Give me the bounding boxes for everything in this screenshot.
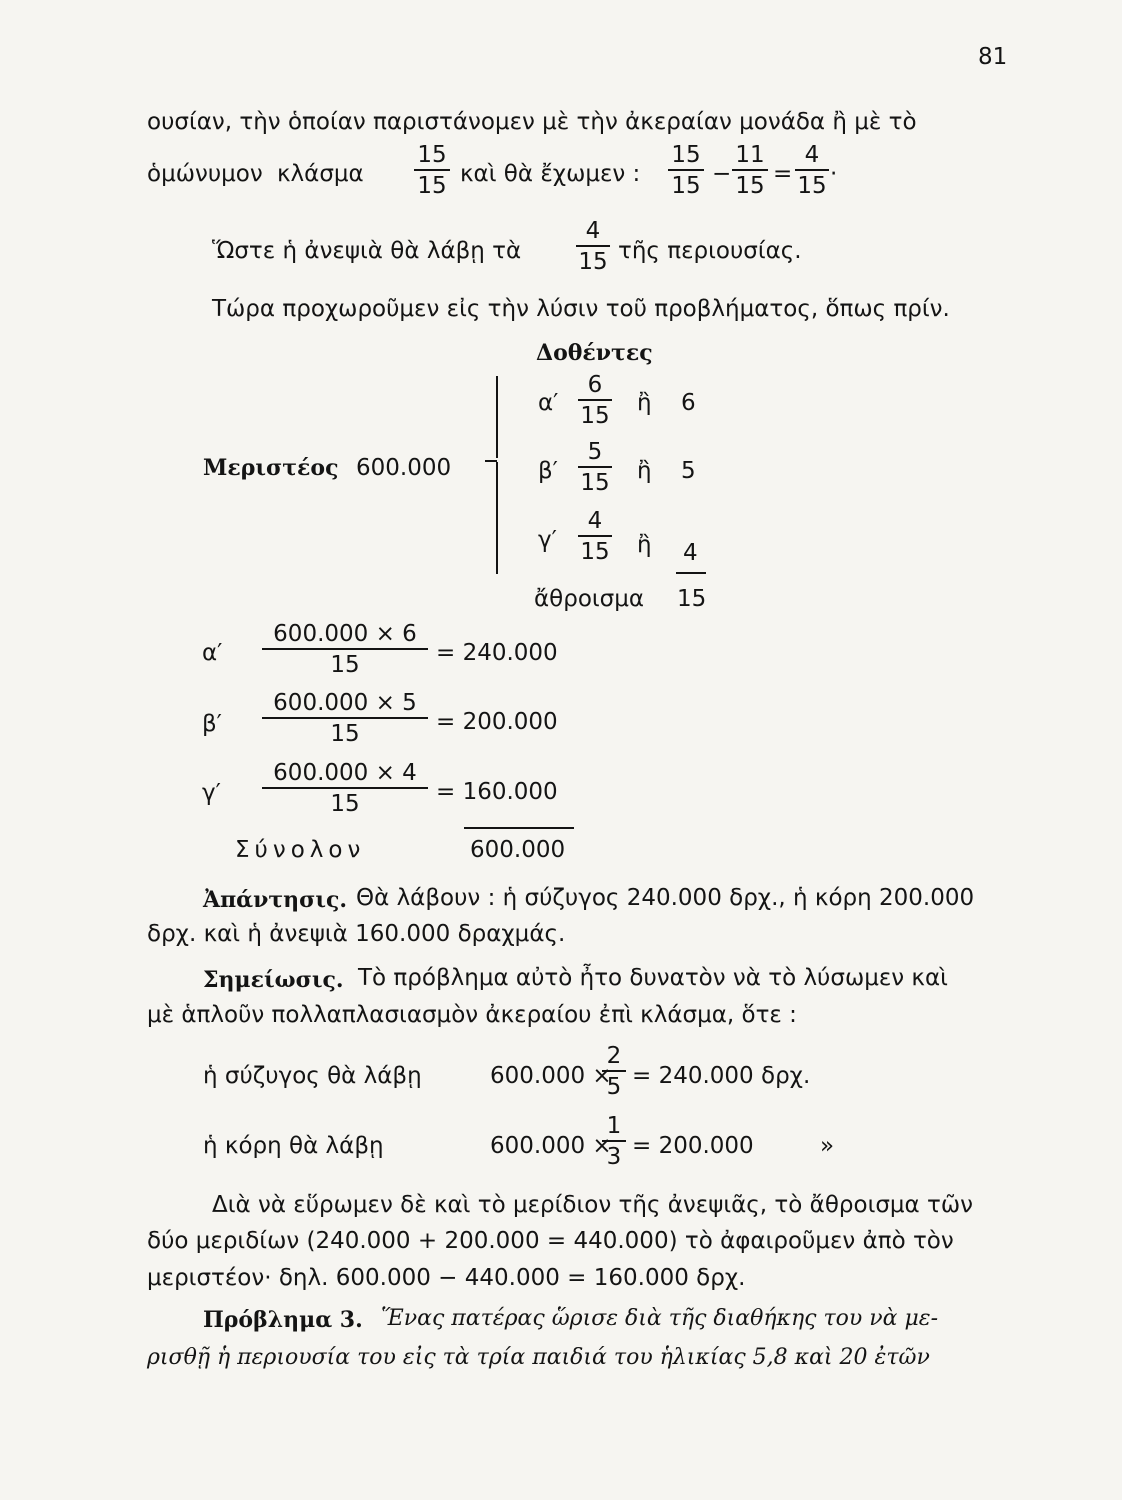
answer-heading: Ἀπάντησις. — [203, 887, 348, 913]
intro-line-2-mid: καὶ θὰ ἔχωμεν : — [460, 161, 641, 187]
calc-fraction: 600.000 × 4 15 — [262, 760, 428, 817]
calc-result: = 200.000 — [436, 709, 558, 735]
calc-fraction: 600.000 × 5 15 — [262, 690, 428, 747]
wife-label: ἡ σύζυγος θὰ λάβῃ — [203, 1063, 422, 1089]
eq-minus: − — [712, 161, 732, 187]
brace-upper — [496, 376, 498, 458]
calc-result: = 240.000 — [436, 640, 558, 666]
wife-result: = 240.000 δρχ. — [632, 1063, 811, 1089]
wife-fraction: 2 5 — [602, 1043, 626, 1100]
sum-label: ἄθροισμα — [534, 586, 645, 612]
given-row-fraction: 5 15 — [578, 439, 612, 496]
daughter-label: ἡ κόρη θὰ λάβῃ — [203, 1133, 384, 1159]
given-row-letter: β′ — [538, 458, 558, 484]
sum-value: 15 — [677, 586, 707, 612]
intro-line-2-text: ὁμώνυμον κλάσμα — [147, 161, 364, 187]
daughter-fraction: 1 3 — [602, 1113, 626, 1170]
note-line-2: μὲ ἁπλοῦν πολλαπλασιασμὸν ἀκεραίου ἐπὶ κλάσμα, ὅτε : — [147, 1002, 797, 1028]
intro-line-3b: τῆς περιουσίας. — [618, 238, 802, 264]
daughter-amount: 600.000 × — [490, 1133, 612, 1159]
ditto-mark: » — [820, 1133, 835, 1159]
dividend-label: Μεριστέος — [203, 455, 339, 481]
given-row-fraction: 6 15 — [578, 372, 612, 429]
problem-line-1: Ἕνας πατέρας ὥρισε διὰ τῆς διαθήκης του νὰ με- — [381, 1306, 939, 1331]
total-rule — [464, 827, 574, 829]
niece-line-3: μεριστέον· δηλ. 600.000 − 440.000 = 160.000 δρχ. — [147, 1265, 746, 1291]
calc-fraction: 600.000 × 6 15 — [262, 621, 428, 678]
eq-fraction-2: 11 15 — [732, 142, 768, 199]
given-row-value: 5 — [681, 458, 696, 484]
given-row-or: ἢ — [637, 458, 652, 484]
total-label: Σύνολον — [235, 837, 366, 863]
given-row-value: 6 — [681, 390, 696, 416]
eq-end-dot: · — [830, 161, 838, 187]
given-row-or: ἢ — [637, 532, 652, 558]
total-value: 600.000 — [470, 837, 566, 863]
eq-fraction-3: 4 15 — [795, 142, 829, 199]
page-number: 81 — [978, 44, 1008, 70]
intro-line-3a: Ὥστε ἡ ἀνεψιὰ θὰ λάβῃ τὰ — [212, 238, 522, 264]
answer-line-2: δρχ. καὶ ἡ ἀνεψιὰ 160.000 δραχμάς. — [147, 921, 566, 947]
problem-line-2: ρισθῇ ἡ περιουσία του εἰς τὰ τρία παιδιά του ἡλικίας 5,8 καὶ 20 ἐτῶν — [147, 1345, 930, 1370]
given-heading: Δοθέντες — [536, 340, 653, 366]
calc-letter: β′ — [202, 711, 222, 737]
brace-lower — [496, 462, 498, 574]
fraction-15-15: 15 15 — [414, 142, 450, 199]
niece-line-2: δύο μεριδίων (240.000 + 200.000 = 440.000) τὸ ἀφαιροῦμεν ἀπὸ τὸν — [147, 1228, 954, 1254]
niece-line-1: Διὰ νὰ εὕρωμεν δὲ καὶ τὸ μερίδιον τῆς ἀνεψιᾶς, τὸ ἄθροισμα τῶν — [212, 1192, 973, 1218]
calc-letter: γ′ — [202, 780, 221, 806]
dividend-amount: 600.000 — [356, 455, 452, 481]
calc-letter: α′ — [202, 640, 223, 666]
given-row-value: 4 — [683, 540, 698, 566]
eq-equals: = — [773, 161, 793, 187]
eq-fraction-1: 15 15 — [668, 142, 704, 199]
note-line-1: Τὸ πρόβλημα αὐτὸ ἦτο δυνατὸν νὰ τὸ λύσωμεν καὶ — [358, 965, 948, 991]
daughter-result: = 200.000 — [632, 1133, 754, 1159]
given-row-or: ἢ — [637, 390, 652, 416]
niece-fraction: 4 15 — [576, 218, 610, 275]
given-row-fraction: 4 15 — [578, 508, 612, 565]
intro-line-4: Τώρα προχωροῦμεν εἰς τὴν λύσιν τοῦ προβλήματος, ὅπως πρίν. — [212, 296, 950, 322]
given-row-letter: α′ — [538, 390, 559, 416]
answer-line-1: Θὰ λάβουν : ἡ σύζυγος 240.000 δρχ., ἡ κόρη 200.000 — [356, 885, 975, 911]
given-row-letter: γ′ — [538, 527, 557, 553]
intro-line-1: ουσίαν, τὴν ὁποίαν παριστάνομεν μὲ τὴν ἀκεραίαν μονάδα ἢ μὲ τὸ — [147, 109, 917, 135]
note-heading: Σημείωσις. — [203, 967, 344, 993]
problem-heading: Πρόβλημα 3. — [203, 1307, 363, 1333]
wife-amount: 600.000 × — [490, 1063, 612, 1089]
sum-rule — [676, 572, 706, 574]
calc-result: = 160.000 — [436, 779, 558, 805]
